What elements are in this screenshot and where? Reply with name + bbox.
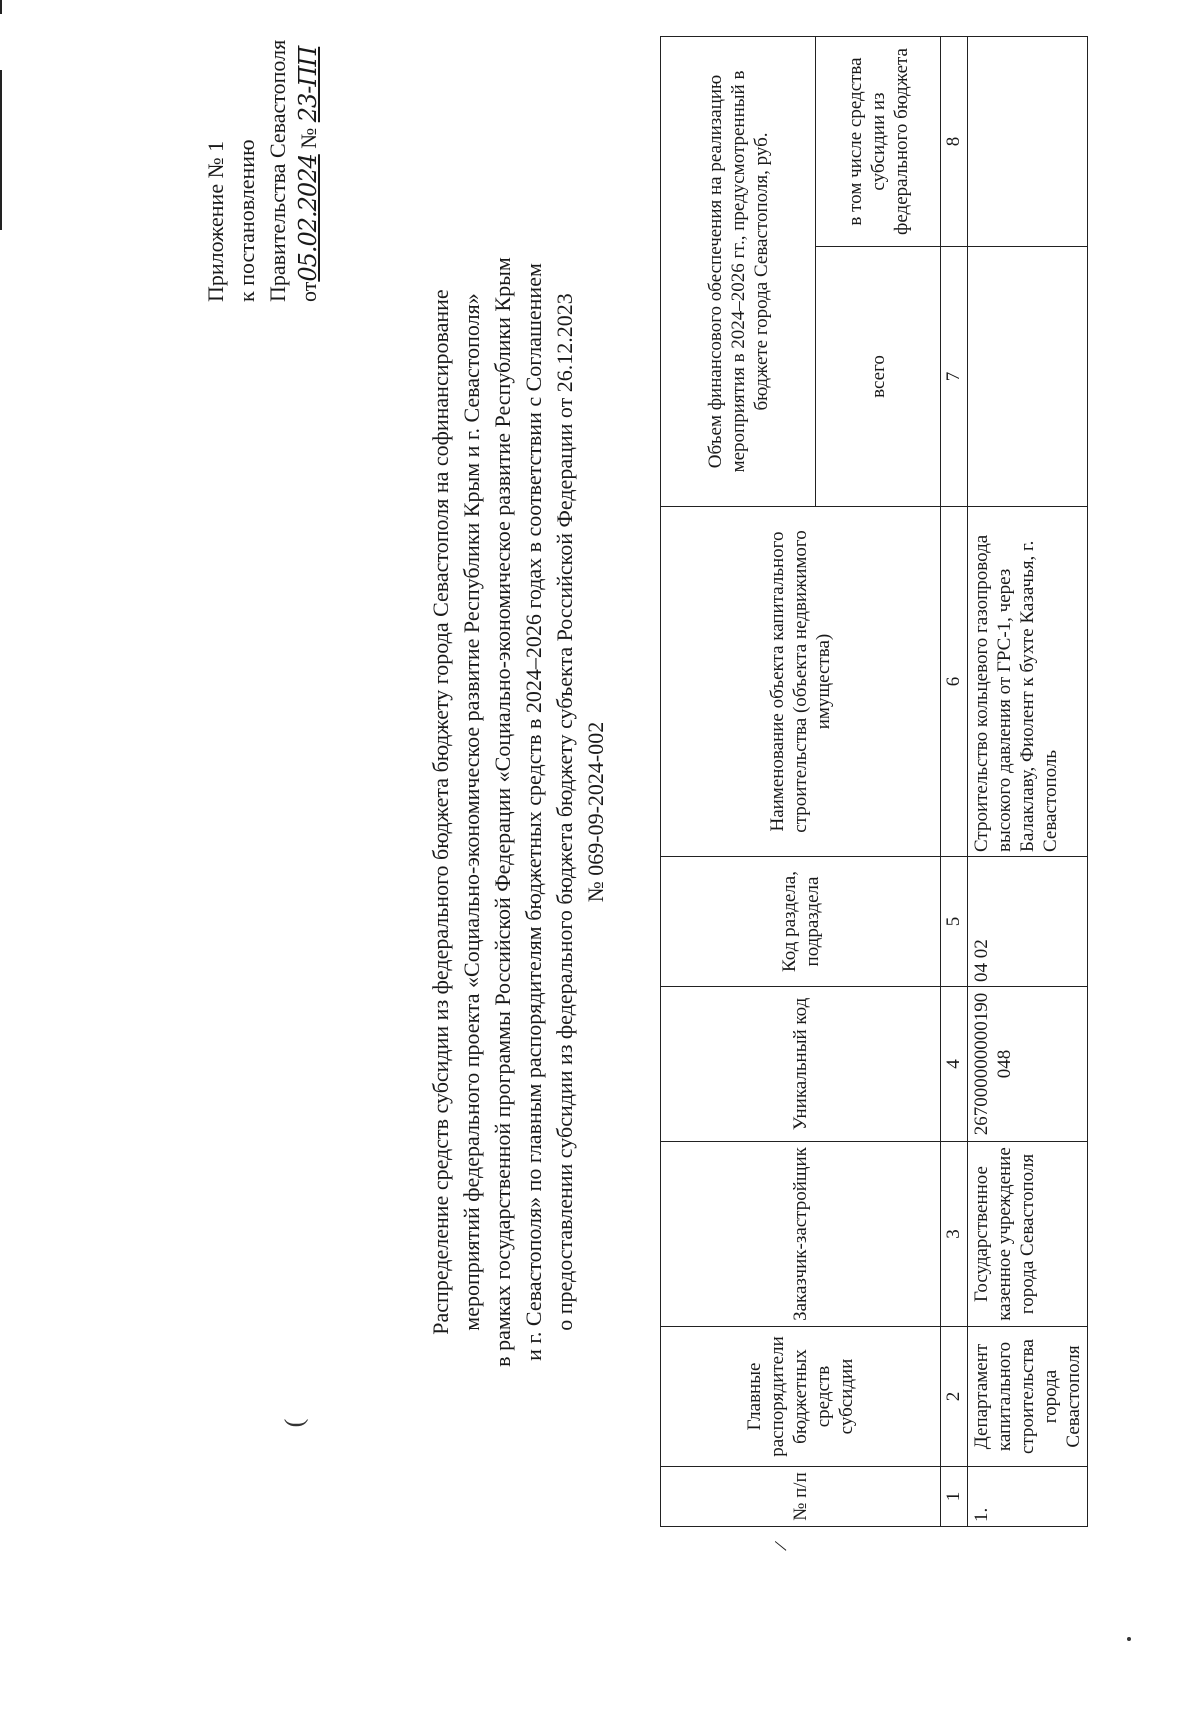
column-number-row xyxy=(941,36,968,1526)
appendix-authority: Правительства Севастополя xyxy=(265,39,290,302)
title-line: о предоставлении субсидии из федерального бюджета бюджету субъекта Российской Федерации от 26.12.2023 xyxy=(552,293,577,1331)
column-number: 2 xyxy=(941,1327,968,1467)
title-line: в рамках государственной программы Российской Федерации «Социально-экономическое развитие Республики Крым xyxy=(490,257,515,1367)
column-number: 8 xyxy=(941,36,968,246)
date-prefix: от xyxy=(296,281,321,302)
column-number: 1 xyxy=(941,1467,968,1527)
number-prefix: № xyxy=(296,127,321,149)
cell-unique-code: 267000000000190048 xyxy=(968,987,1088,1142)
appendix-number: Приложение № 1 xyxy=(203,140,228,302)
cell-num: 1. xyxy=(968,1467,1088,1527)
cell-object-name: Строительство кольцевого газопровода высокого давления от ГРС-1, через Балаклаву, Фиолент к бухте Казачья, г. Севастополь xyxy=(968,507,1088,857)
header-section-code: Код раздела, подраздела xyxy=(661,857,941,987)
distribution-table xyxy=(660,36,1088,1527)
header-unique-code: Уникальный код xyxy=(661,987,941,1142)
cell-section-code: 04 02 xyxy=(968,857,1088,987)
title-line: № 069-09-2024-002 xyxy=(583,721,608,903)
column-number: 5 xyxy=(941,857,968,987)
header-num: № п/п xyxy=(661,1467,941,1527)
handwritten-date: 05.02.2024 xyxy=(294,154,322,282)
header-distributor: Главные распорядители бюджетных средств субсидии xyxy=(661,1327,941,1467)
cell-distributor: Департамент капитального строительства города Севастополя xyxy=(968,1327,1088,1467)
title-line: Распределение средств субсидии из федерального бюджета бюджету города Севастополя на софинансирование xyxy=(428,289,453,1335)
appendix-date-line xyxy=(293,2,324,302)
cell-customer: Государственное казенное учреждение города Севастополя xyxy=(968,1142,1088,1327)
header-customer: Заказчик-застройщик xyxy=(661,1142,941,1327)
appendix-stamp xyxy=(200,2,324,302)
title-line: мероприятий федерального проекта «Социально-экономическое развитие Республики Крым и г. Севастополя» xyxy=(459,293,484,1331)
cell-total xyxy=(968,247,1088,507)
column-number: 6 xyxy=(941,507,968,857)
column-number: 7 xyxy=(941,247,968,507)
column-number: 4 xyxy=(941,987,968,1142)
header-funding-group: Объем финансового обеспечения на реализацию мероприятия в 2024–2026 гг., предусмотренный в бюджете города Севастополя, руб. xyxy=(661,36,816,506)
handwritten-number: 23-ПП xyxy=(294,46,322,123)
header-object-name: Наименование объекта капитального строительства (объекта недвижимого имущества) xyxy=(661,507,941,857)
column-number: 3 xyxy=(941,1142,968,1327)
title-line: и г. Севастополя» по главным распорядителям бюджетных средств в 2024–2026 годах в соответствии с Соглашением xyxy=(521,263,546,1361)
scan-mark-tick: / xyxy=(769,1539,793,1553)
cell-federal xyxy=(968,36,1088,246)
table-row xyxy=(968,36,1088,1526)
header-federal: в том числе средства субсидии из федерального бюджета xyxy=(816,36,941,246)
document-title xyxy=(425,87,611,1537)
appendix-ref: к постановлению xyxy=(234,139,259,302)
header-total: всего xyxy=(816,247,941,507)
scan-mark-bracket: ( xyxy=(279,1418,309,1428)
